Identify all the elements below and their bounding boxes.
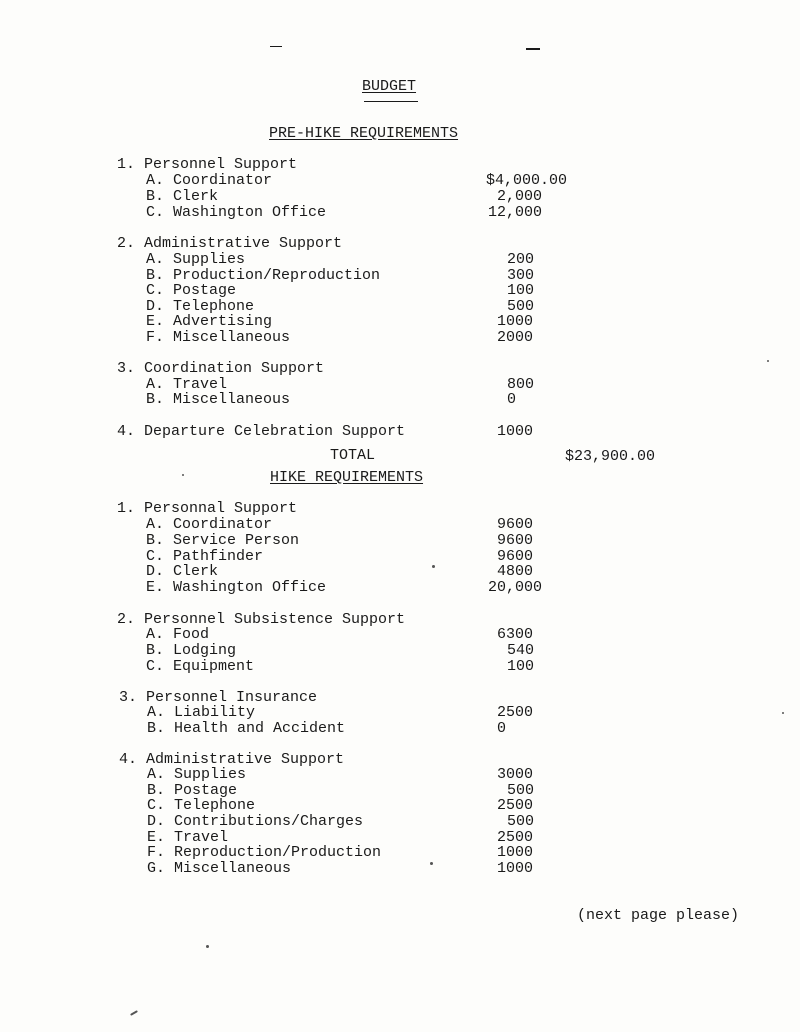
pre-hike-heading: PRE-HIKE REQUIREMENTS [269,125,459,142]
line-item-amount: 9600 [497,548,534,565]
hike-section-2-label: 2. Personnel Subsistence Support [117,611,406,628]
line-item-amount: 2500 [497,704,534,721]
line-item-amount: 200 [507,251,535,268]
pre-section-2-label: 2. Administrative Support [117,235,343,252]
line-item-label: E. Travel [147,829,229,846]
line-item-amount: 1000 [497,423,534,440]
line-item-amount: 9600 [497,516,534,533]
scan-speck [182,474,184,476]
line-item-label: B. Lodging [146,642,237,659]
line-item-amount: 1000 [497,844,534,861]
line-item-label: E. Washington Office [146,579,327,596]
total-label: TOTAL [330,447,376,464]
line-item-label: B. Clerk [146,188,219,205]
line-item-label: G. Miscellaneous [147,860,292,877]
line-item-amount: 12,000 [488,204,543,221]
title-double-underline [364,101,418,102]
line-item-label: D. Clerk [146,563,219,580]
line-item-label: F. Reproduction/Production [147,844,382,861]
next-page-note: (next page please) [577,907,740,924]
line-item-amount: 4800 [497,563,534,580]
line-item-amount: 2500 [497,797,534,814]
total-amount: $23,900.00 [565,448,656,465]
line-item-label: B. Health and Accident [147,720,346,737]
line-item-label: A. Coordinator [146,172,273,189]
scan-speck [206,945,209,948]
line-item-label: F. Miscellaneous [146,329,291,346]
line-item-amount: 500 [507,813,535,830]
stray-mark [270,46,282,47]
line-item-amount: 1000 [497,313,534,330]
line-item-amount: 300 [507,267,535,284]
line-item-label: A. Coordinator [146,516,273,533]
pre-section-3-label: 3. Coordination Support [117,360,325,377]
line-item-amount: 9600 [497,532,534,549]
line-item-label: D. Contributions/Charges [147,813,364,830]
line-item-label: A. Supplies [147,766,247,783]
hike-section-4-label: 4. Administrative Support [119,751,345,768]
line-item-amount: 2500 [497,829,534,846]
line-item-label: B. Production/Reproduction [146,267,381,284]
line-item-label: C. Telephone [147,797,256,814]
pre-section-1-label: 1. Personnel Support [117,156,298,173]
line-item-amount: 2,000 [497,188,543,205]
line-item-label: A. Supplies [146,251,246,268]
line-item-label: C. Pathfinder [146,548,264,565]
line-item-amount: 540 [507,642,535,659]
line-item-label: A. Travel [146,376,228,393]
document-title: BUDGET [362,78,417,95]
line-item-label: C. Equipment [146,658,255,675]
line-item-amount: 500 [507,298,535,315]
line-item-label: A. Liability [147,704,256,721]
line-item-label: B. Postage [147,782,238,799]
line-item-amount: 0 [507,391,517,408]
line-item-amount: 3000 [497,766,534,783]
line-item-amount: 20,000 [488,579,543,596]
line-item-amount: 500 [507,782,535,799]
line-item-amount: 1000 [497,860,534,877]
line-item-amount: 800 [507,376,535,393]
scan-speck [767,360,769,362]
line-item-amount: 100 [507,658,535,675]
scan-speck [432,565,435,568]
hike-section-3-label: 3. Personnel Insurance [119,689,318,706]
scan-speck [430,862,433,865]
line-item-label: C. Washington Office [146,204,327,221]
pre-section-4-label: 4. Departure Celebration Support [117,423,406,440]
line-item-amount: 0 [497,720,507,737]
scan-speck [130,1010,138,1016]
stray-mark [526,48,540,50]
line-item-label: B. Service Person [146,532,300,549]
hike-section-1-label: 1. Personnal Support [117,500,298,517]
line-item-label: D. Telephone [146,298,255,315]
line-item-label: E. Advertising [146,313,273,330]
line-item-amount: $4,000.00 [486,172,568,189]
line-item-label: A. Food [146,626,210,643]
line-item-label: C. Postage [146,282,237,299]
line-item-amount: 100 [507,282,535,299]
line-item-amount: 2000 [497,329,534,346]
line-item-amount: 6300 [497,626,534,643]
line-item-label: B. Miscellaneous [146,391,291,408]
hike-heading: HIKE REQUIREMENTS [270,469,424,486]
scan-speck [782,712,784,714]
